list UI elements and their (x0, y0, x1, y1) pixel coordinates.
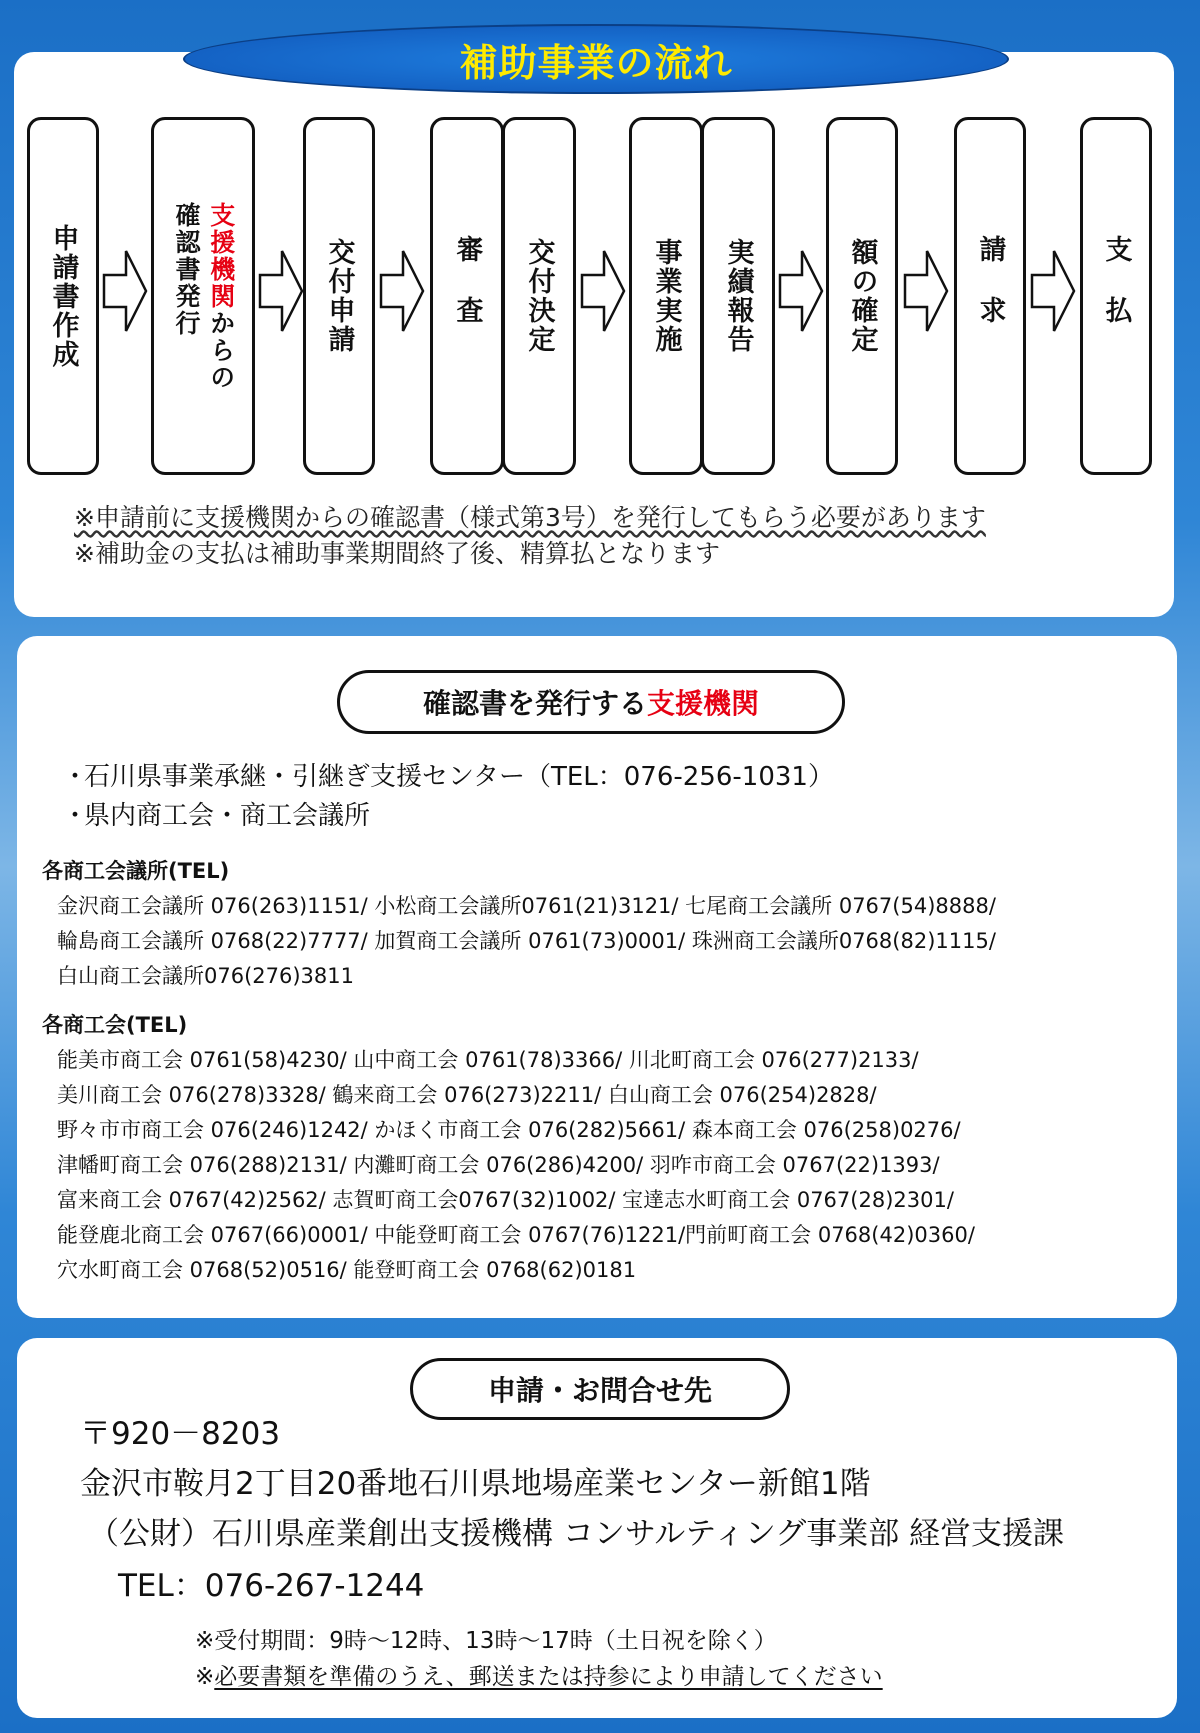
step-report (701, 117, 775, 475)
societies-line: 美川商工会 076(278)3328/ 鶴来商工会 076(273)2211/ 白山商工会 076(254)2828/ (57, 1083, 877, 1107)
chambers-line: 輪島商工会議所 0768(22)7777/ 加賀商工会議所 0761(73)0001/ 珠洲商工会議所0768(82)1115/ (57, 929, 996, 953)
step-application (27, 117, 99, 475)
step-review (430, 117, 504, 475)
step-application-label: 申請書作成 (47, 223, 79, 369)
flow-note-payment: ※補助金の支払は補助事業期間終了後、精算払となります (74, 539, 720, 568)
contact-organization: （公財）石川県産業創出支援機構 コンサルティング事業部 経営支援課 (88, 1516, 1065, 1552)
contact-reception-hours: ※受付期間：9時～12時、13時～17時（土日祝を除く） (195, 1628, 777, 1654)
contact-postal-code: 〒920－8203 (80, 1416, 281, 1452)
step-confirmation (151, 117, 255, 475)
societies-line: 津幡町商工会 076(288)2131/ 内灘町商工会 076(286)4200/ 羽咋市商工会 0767(22)1393/ (57, 1153, 940, 1177)
contact-submission-note: ※必要書類を準備のうえ、郵送または持参により申請してください (195, 1664, 883, 1690)
support-title: 確認書を発行する 支援機関 (337, 670, 845, 734)
societies-line: 富来商工会 0767(42)2562/ 志賀町商工会0767(32)1002/ 宝達志水町商工会 0767(28)2301/ (57, 1188, 954, 1212)
chambers-line: 金沢商工会議所 076(263)1151/ 小松商工会議所0761(21)3121/ 七尾商工会議所 0767(54)8888/ (57, 894, 996, 918)
step-grant-application-label: 交付申請 (323, 238, 355, 354)
step-confirmation-line2: 確認書発行 (172, 201, 201, 337)
step-amount-confirmation (826, 117, 898, 475)
step-grant-decision (502, 117, 576, 475)
arrow-right-icon (580, 245, 626, 337)
societies-line: 穴水町商工会 0768(52)0516/ 能登町商工会 0768(62)0181 (57, 1258, 637, 1282)
arrow-right-icon (903, 245, 949, 337)
step-implementation-label: 事業実施 (650, 238, 682, 354)
step-review-label: 審査 (451, 235, 483, 357)
arrow-right-icon (379, 245, 425, 337)
arrow-right-icon (258, 245, 304, 337)
societies-line: 能登鹿北商工会 0767(66)0001/ 中能登町商工会 0767(76)1221/門前町商工会 0768(42)0360/ (57, 1223, 975, 1247)
arrow-right-icon (778, 245, 824, 337)
contact-address: 金沢市鞍月2丁目20番地石川県地場産業センター新館1階 (80, 1466, 871, 1502)
step-grant-application (303, 117, 375, 475)
flow-title: 補助事業の流れ (183, 24, 1009, 94)
step-claim-label: 請求 (974, 235, 1006, 357)
arrow-right-icon (102, 245, 148, 337)
societies-heading: 各商工会(TEL) (42, 1013, 188, 1037)
chambers-line: 白山商工会議所076(276)3811 (57, 964, 354, 988)
contact-title: 申請・お問合せ先 (410, 1358, 790, 1420)
step-report-label: 実績報告 (722, 238, 754, 354)
step-claim (954, 117, 1026, 475)
contact-tel: TEL：076-267-1244 (118, 1568, 425, 1604)
flow-note-confirmation: ※申請前に支援機関からの確認書（様式第3号）を発行してもらう必要があります (74, 503, 986, 532)
step-grant-decision-label: 交付決定 (523, 238, 555, 354)
chambers-heading: 各商工会議所(TEL) (42, 859, 230, 883)
societies-line: 能美市商工会 0761(58)4230/ 山中商工会 0761(78)3366/ 川北町商工会 076(277)2133/ (57, 1048, 919, 1072)
societies-line: 野々市市商工会 076(246)1242/ かほく市商工会 076(282)5661/ 森本商工会 076(258)0276/ (57, 1118, 961, 1142)
support-bullet-chambers: ・県内商工会・商工会議所 (62, 801, 371, 831)
step-payment (1080, 117, 1152, 475)
arrow-right-icon (1030, 245, 1076, 337)
step-amount-confirmation-label: 額の確定 (846, 238, 878, 354)
step-implementation (629, 117, 703, 475)
support-bullet-center: ・石川県事業承継・引継ぎ支援センター（TEL：076-256-1031） (62, 762, 834, 792)
step-confirmation-line1: 支援機関からの (206, 201, 236, 391)
step-payment-label: 支払 (1100, 235, 1132, 357)
